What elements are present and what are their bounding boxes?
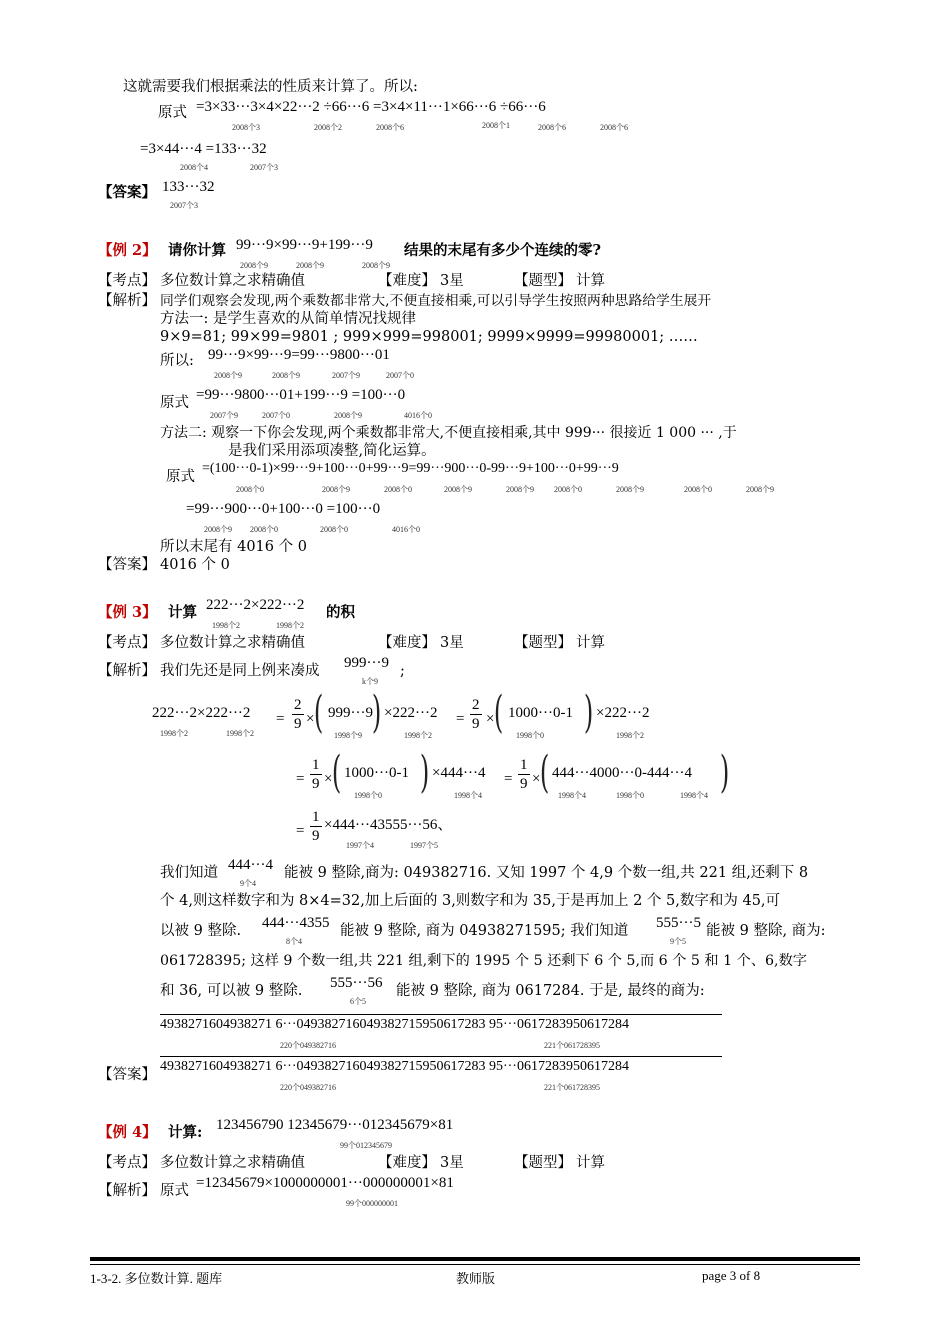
ex4-kaodian-label: 【考点】 (98, 1155, 156, 1171)
frac-num: 2 (294, 697, 302, 713)
ex3-r1-in2: 1000···0-1 (508, 705, 573, 721)
ex2-q-sub-2: 2008个9 (296, 261, 324, 270)
frac-den-3: 9 (312, 776, 320, 792)
ex3-p5-b: 能被 9 整除, 商为 0617284. 于是, 最终的商为: (396, 983, 705, 999)
ex2-m2-sub-4: 4016个0 (404, 411, 432, 420)
ex3-r3-sub-2: 1997个5 (410, 841, 438, 850)
frac-num-2: 2 (472, 697, 480, 713)
ex2-answer: 4016 个 0 (160, 557, 230, 573)
ex2-m3-sub-4: 2008个9 (444, 485, 472, 494)
ex2-m1-sub-3: 2007个9 (332, 371, 360, 380)
ex3-p3-b: 能被 9 整除, 商为 04938271595; 我们知道 (340, 923, 629, 939)
frac-den: 9 (294, 716, 302, 732)
ex3-p3-math: 444···4355 (262, 915, 330, 931)
frac-den-2: 9 (472, 716, 480, 732)
example-2-label: 【例 2】 (98, 242, 157, 259)
eq1-sub-6: 2008个6 (600, 123, 628, 132)
ex3-r1-lhs: 222···2×222···2 (152, 705, 251, 721)
ex4-tixing-label: 【题型】 (514, 1155, 572, 1171)
ex3-r1-c: ×222···2 (596, 705, 650, 721)
document-page: 这就需要我们根据乘法的性质来计算了。所以: 原式 =3×33···3×4×22···2 ÷66···6 =3×4×11···1×66···6 ÷66···6 2008个3 2008个2 2008个6 2008个1 2008个6 2008个6 =3×44···4 =133···32 2008个4 2007个3 【答案】 133···32 2007个3 【例 2】 请你计算 99···9×99···9+199···9 2008个9 2008个9 2008个9 结果的末尾有多少个连续的零? 【考点】 多位数计算之求精确值 【难度】 3星 【题型】 计算 【解析】 同学们观察会发现,两个乘数都非常大,不便直接相乘,可以引导学生按照两种思路给学生展开 方法一: 是学生喜欢的从简单情况找规律 9×9=81; 99×99=9801 ; 999×999=998001; 9999×9999=99980001; …… 所以: 99···9×99···9=99···9800···01 2008个9 2008个9 2007个9 2007个0 原式 =99···9800···01+199···9 =100···0 2007个9 2007个0 2008个9 4016个0 方法二: 观察一下你会发现,两个乘数都非常大,不便直接相乘,其中 999··· 很接近 1 000 ··· ,于 是我们采用添项凑整,简化运算。 原式 =(100···0-1)×99···9+100···0+99···9=99···900···0-99···9+100···0+99···9 2008个0 2008个9 2008个0 2008个9 2008个9 2008个0 2008个9 2008个0 2008个9 =99···900···0+100···0 =100···0 2008个9 2008个0 2008个0 4016个0 所以末尾有 4016 个 0 【答案】 4016 个 0 【例 3】 计算 222···2×222···2 1998个2 1998个2 的积 【考点】 多位数计算之求精确值 【难度】 3星 【题型】 计算 【解析】 我们先还是同上例来凑成 999···9 k个9 ; 222···2×222···2 1998个2 1998个2 = $\frac{2}{9}$ × ( 999···9 1998个9 ) ×222···2 1998个2 = $\frac{2}{9}$ × ( 1000···0-1 1998个0 ) ×222···2 1998个2 = $\frac{1}{9}$ × ( 1000···0-1 1998个0 ) ×444···4 1998个4 = $\frac{1}{9}$ × ( 444···4000···0-444···4 1998个4 1998个0 1998个4 ) = $\frac{1}{9}$ ×444···43555···56、 1997个4 1997个5 我们知道 444···4 9个4 能被 9 整除,商为: 049382716. 又知 1997 个 4,9 个数一组,共 221 组,还剩下 8 个 4,则这样数字和为 8×4=32,加上后面的 3,则数字和为 35,于是再加上 2 个 5,数字和为 45,可 以被 9 整除. 444···4355 8个4 能被 9 整除, 商为 04938271595; 我们知道 555···5 9个5 能被 9 整除, 商为: 061728395; 这样 9 个数一组,共 221 组,剩下的 1995 个 5 还剩下 6 个 5,而 6 个 5 和 1 个、6,数字 和 36, 可以被 9 整除. 555···56 6个5 能被 9 整除, 商为 0617284. 于是, 最终的商为: 4938271604938271 6···049382716049382715950617283 95···0617283950617284 220个049382716 221个061728395 【答案】 4938271604938271 6···049382716049382715950617283 95···0617283950617284 220个049382716 221个061728395 【例 4】 计算: 123456790 12345679···012345679×81 99个012345679 【考点】 多位数计算之求精确值 【难度】 3星 【题型】 计算 【解析】 原式 =12345679×1000000001···000000001×81 99个000000001 1-3-2. 多位数计算. 题库 教师版 page 3 of 8 (0, 0, 950, 1344)
intro-text: 这就需要我们根据乘法的性质来计算了。所以: (123, 79, 418, 95)
ex3-jiexi-b: ; (400, 663, 405, 679)
equation-1: =3×33···3×4×22···2 ÷66···6 =3×4×11···1×66···6 ÷66···6 (196, 99, 546, 115)
ex3-nandu: 3星 (440, 635, 464, 651)
ex3-p1-math: 444···4 (228, 857, 273, 873)
eq1-sub-4: 2008个1 (482, 121, 510, 130)
ex2-q-sub-3: 2008个9 (362, 261, 390, 270)
ex2-tixing-label: 【题型】 (514, 273, 572, 289)
ex2-m4-sub-1: 2008个9 (204, 525, 232, 534)
ex2-yuanshi-2: 原式 (166, 469, 195, 485)
ex3-p5-sub: 6个5 (350, 997, 366, 1006)
example-3-question-b: 的积 (326, 604, 355, 621)
ex3-r1-lhs-sub-2: 1998个2 (226, 729, 254, 738)
ex3-r1-eq: = (276, 711, 285, 727)
ex2-answer-label: 【答案】 (98, 557, 156, 573)
frac-num-3: 1 (312, 757, 320, 773)
ex3-result-sub-1: 220个049382716 (280, 1041, 336, 1050)
ex2-nandu-label: 【难度】 (378, 273, 436, 289)
example-2-question-math: 99···9×99···9+199···9 (236, 237, 373, 253)
frac-den-5: 9 (312, 828, 320, 844)
example-4-question-a: 计算: (168, 1124, 203, 1141)
ex2-m2: =99···9800···01+199···9 =100···0 (196, 387, 406, 403)
answer-overline (160, 1056, 722, 1057)
ex2-jiexi-3: 9×9=81; 99×99=9801 ; 999×999=998001; 9999×9999=99980001; …… (160, 329, 698, 345)
ex2-m4: =99···900···0+100···0 =100···0 (186, 501, 381, 517)
eq1-sub-3: 2008个6 (376, 123, 404, 132)
ex3-p1-b: 能被 9 整除,商为: 049382716. 又知 1997 个 4,9 个数一组,共 221 组,还剩下 8 (284, 865, 809, 881)
ex3-p5-math: 555···56 (330, 975, 383, 991)
ex3-jiexi-sub: k个9 (362, 677, 378, 686)
ex3-p4: 061728395; 这样 9 个数一组,共 221 组,剩下的 1995 个 5 还剩下 6 个 5,而 6 个 5 和 1 个、6,数字 (160, 953, 807, 969)
ex2-m1: 99···9×99···9=99···9800···01 (208, 347, 390, 363)
ex3-answer-sub-1: 220个049382716 (280, 1083, 336, 1092)
eq2-sub-1: 2008个4 (180, 163, 208, 172)
ex2-m3-sub-5: 2008个9 (506, 485, 534, 494)
ex3-result: 4938271604938271 6···049382716049382715950617283 95···0617283950617284 (160, 1017, 629, 1032)
ex3-p5-a: 和 36, 可以被 9 整除. (160, 983, 303, 999)
ex2-m3-sub-6: 2008个0 (554, 485, 582, 494)
ex3-kaodian: 多位数计算之求精确值 (160, 635, 305, 651)
example-4-question-math: 123456790 12345679···012345679×81 (216, 1117, 454, 1133)
footer-center: 教师版 (456, 1271, 496, 1286)
ex3-r2-in1: 1000···0-1 (344, 765, 409, 781)
ex4-jiexi-sub: 99个000000001 (346, 1199, 398, 1208)
ex3-nandu-label: 【难度】 (378, 635, 436, 651)
ex4-jiexi-math: =12345679×1000000001···000000001×81 (196, 1175, 454, 1191)
ex3-p3-sub2: 9个5 (670, 937, 686, 946)
equation-2: =3×44···4 =133···32 (140, 141, 267, 157)
ex3-q-sub-1: 1998个2 (212, 621, 240, 630)
yuanshi-label: 原式 (158, 105, 187, 121)
ex4-jiexi-a: 原式 (160, 1183, 189, 1199)
footer-left: 1-3-2. 多位数计算. 题库 (90, 1271, 223, 1286)
ex3-jiexi-label: 【解析】 (98, 663, 156, 679)
ex2-tixing: 计算 (576, 273, 605, 289)
ex2-m3-sub-8: 2008个0 (684, 485, 712, 494)
ex2-fangfa2-b: 是我们采用添项凑整,简化运算。 (228, 443, 436, 459)
ex2-nandu: 3星 (440, 273, 464, 289)
ex2-m3-sub-2: 2008个9 (322, 485, 350, 494)
example-3-question-a: 计算 (168, 604, 197, 621)
ex2-m3-sub-3: 2008个0 (384, 485, 412, 494)
ex3-r3-sub-1: 1997个4 (346, 841, 374, 850)
ex2-m3-sub-9: 2008个9 (746, 485, 774, 494)
ex3-r1-in1: 999···9 (328, 705, 373, 721)
ex2-m1-sub-4: 2007个0 (386, 371, 414, 380)
ex3-r1-in1-sub: 1998个9 (334, 731, 362, 740)
eq1-sub-5: 2008个6 (538, 123, 566, 132)
ex2-m2-sub-3: 2008个9 (334, 411, 362, 420)
ex2-m3-sub-7: 2008个9 (616, 485, 644, 494)
ex4-nandu: 3星 (440, 1155, 464, 1171)
ex3-jiexi-a: 我们先还是同上例来凑成 (160, 663, 320, 679)
ex2-m4-sub-2: 2008个0 (250, 525, 278, 534)
ex4-kaodian: 多位数计算之求精确值 (160, 1155, 305, 1171)
ex3-r1-b-sub: 1998个2 (404, 731, 432, 740)
ex2-m1-sub-1: 2008个9 (214, 371, 242, 380)
ex3-r2-in1-sub: 1998个0 (354, 791, 382, 800)
ex3-jiexi-math: 999···9 (344, 655, 389, 671)
ex2-m4-sub-3: 2008个0 (320, 525, 348, 534)
ex3-r1-in2-sub: 1998个0 (516, 731, 544, 740)
ex3-answer-label: 【答案】 (98, 1067, 156, 1083)
ex2-m2-sub-1: 2007个9 (210, 411, 238, 420)
ex3-p1-a: 我们知道 (160, 865, 218, 881)
ex3-r1-b: ×222···2 (384, 705, 438, 721)
example-3-question-math: 222···2×222···2 (206, 597, 305, 613)
example-4-label: 【例 4】 (98, 1124, 157, 1141)
ex2-m4-sub-4: 4016个0 (392, 525, 420, 534)
ex3-r1-c-sub: 1998个2 (616, 731, 644, 740)
ex3-kaodian-label: 【考点】 (98, 635, 156, 651)
ex3-r1-lhs-sub-1: 1998个2 (160, 729, 188, 738)
ex3-r2-b: ×444···4 (432, 765, 486, 781)
ex3-r2-b-sub: 1998个4 (454, 791, 482, 800)
ex3-p1-sub: 9个4 (240, 879, 256, 888)
ex2-q-sub-1: 2008个9 (240, 261, 268, 270)
ex3-r1-frac (292, 696, 304, 733)
ex2-kaodian: 多位数计算之求精确值 (160, 273, 305, 289)
ex4-q-sub: 99个012345679 (340, 1141, 392, 1150)
ex2-jiexi-label: 【解析】 (98, 293, 156, 309)
ex3-p3-a: 以被 9 整除. (160, 923, 242, 939)
answer-top-sub: 2007个3 (170, 201, 198, 210)
ex2-jiexi-1: 同学们观察会发现,两个乘数都非常大,不便直接相乘,可以引导学生按照两种思路给学生展开 (160, 293, 712, 309)
ex3-answer-sub-2: 221个061728395 (544, 1083, 600, 1092)
ex2-kaodian-label: 【考点】 (98, 273, 156, 289)
ex3-answer: 4938271604938271 6···049382716049382715950617283 95···0617283950617284 (160, 1059, 629, 1074)
ex4-nandu-label: 【难度】 (378, 1155, 436, 1171)
example-2-question-a: 请你计算 (168, 242, 226, 259)
ex3-r2-in2-sub-1: 1998个4 (558, 791, 586, 800)
answer-top: 133···32 (162, 179, 215, 195)
ex3-tixing-label: 【题型】 (514, 635, 572, 651)
ex3-p2: 个 4,则这样数字和为 8×4=32,加上后面的 3,则数字和为 35,于是再加上 2 个 5,数字和为 45,可 (160, 893, 781, 909)
ex3-p3-sub: 8个4 (286, 937, 302, 946)
footer-page-number: page 3 of 8 (702, 1268, 761, 1283)
eq2-sub-2: 2007个3 (250, 163, 278, 172)
ex2-yuanshi-1: 原式 (160, 395, 189, 411)
frac-num-4: 1 (520, 757, 528, 773)
eq1-sub-1: 2008个3 (232, 123, 260, 132)
footer-rule-thin (90, 1264, 860, 1265)
footer-rule-thick (90, 1257, 860, 1261)
result-overline (160, 1014, 722, 1015)
eq1-sub-2: 2008个2 (314, 123, 342, 132)
ex3-r2-in2: 444···4000···0-444···4 (552, 765, 692, 781)
ex3-p3-c: 能被 9 整除, 商为: (706, 923, 826, 939)
ex3-q-sub-2: 1998个2 (276, 621, 304, 630)
ex3-result-sub-2: 221个061728395 (544, 1041, 600, 1050)
ex2-m1-sub-2: 2008个9 (272, 371, 300, 380)
frac-den-4: 9 (520, 776, 528, 792)
ex2-jiexi-2: 方法一: 是学生喜欢的从简单情况找规律 (160, 311, 416, 327)
ex2-m3: =(100···0-1)×99···9+100···0+99···9=99···900···0-99···9+100···0+99···9 (202, 461, 619, 476)
example-3-label: 【例 3】 (98, 604, 157, 621)
ex2-conclusion: 所以末尾有 4016 个 0 (160, 539, 307, 555)
ex3-p3-math2: 555···5 (656, 915, 701, 931)
answer-label-top: 【答案】 (98, 184, 156, 201)
ex2-m3-sub-1: 2008个0 (236, 485, 264, 494)
example-2-question-b: 结果的末尾有多少个连续的零? (404, 242, 601, 259)
ex2-fangfa2-a: 方法二: 观察一下你会发现,两个乘数都非常大,不便直接相乘,其中 999··· 很接近 1 000 ··· ,于 (160, 425, 737, 441)
ex4-jiexi-label: 【解析】 (98, 1183, 156, 1199)
ex3-r2-in2-sub-3: 1998个4 (680, 791, 708, 800)
ex3-r3: ×444···43555···56、 (324, 817, 453, 833)
ex2-suoyi: 所以: (160, 353, 194, 369)
ex4-tixing: 计算 (576, 1155, 605, 1171)
frac-num-5: 1 (312, 809, 320, 825)
ex2-m2-sub-2: 2007个0 (262, 411, 290, 420)
ex3-r2-in2-sub-2: 1998个0 (616, 791, 644, 800)
ex3-tixing: 计算 (576, 635, 605, 651)
